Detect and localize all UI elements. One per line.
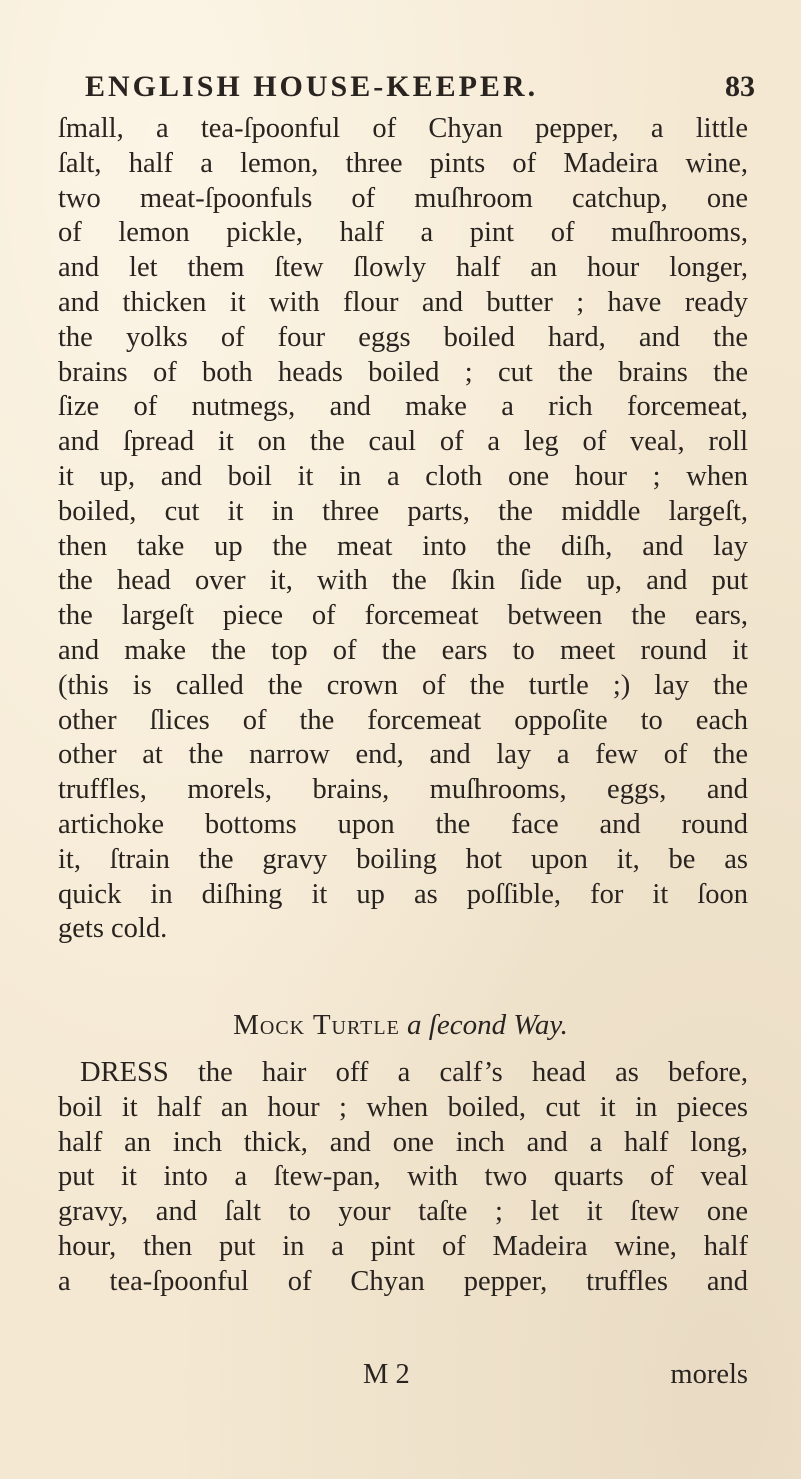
catchword: morels [670, 1359, 748, 1390]
running-title: ENGLISH HOUSE-KEEPER. [85, 70, 539, 103]
text-line: then take up the meat into the diſh, and lay [58, 530, 748, 562]
text-line: and let them ſtew ſlowly half an hour longer, [58, 252, 748, 284]
text-line: half an inch thick, and one inch and a half long, [58, 1126, 748, 1158]
section-subtitle: a ſecond Way. [407, 1009, 568, 1041]
running-head [75, 70, 755, 110]
text-line: truffles, morels, brains, muſhrooms, eggs, and [58, 774, 748, 806]
text-line: ſalt, half a lemon, three pints of Madeira wine, [58, 147, 748, 179]
text-line: the largeſt piece of forcemeat between the ears, [58, 600, 748, 632]
text-line: the yolks of four eggs boiled hard, and the [58, 321, 748, 353]
text-line: and ſpread it on the caul of a leg of veal, roll [58, 426, 748, 458]
signature-mark: M 2 [363, 1359, 410, 1390]
text-line: other at the narrow end, and lay a few of the [58, 739, 748, 771]
text-line-first: DRESS the hair off a calf’s head as before, [80, 1057, 748, 1088]
text-line: ſize of nutmegs, and make a rich forcemeat, [58, 391, 748, 423]
text-line: two meat-ſpoonfuls of muſhroom catchup, one [58, 182, 748, 214]
text-line: it up, and boil it in a cloth one hour ; when [58, 460, 748, 492]
section-title: Mock Turtle [233, 1009, 400, 1041]
text-line: it, ſtrain the gravy boiling hot upon it, be as [58, 843, 748, 875]
text-line: hour, then put in a pint of Madeira wine, half [58, 1230, 748, 1262]
text-line: the head over it, with the ſkin ſide up, and put [58, 565, 748, 597]
text-line: and make the top of the ears to meet round it [58, 634, 748, 666]
text-line: ſmall, a tea-ſpoonful of Chyan pepper, a little [58, 113, 748, 144]
text-line: a tea-ſpoonful of Chyan pepper, truffles and [58, 1265, 748, 1297]
text-line: artichoke bottoms upon the face and round [58, 808, 748, 840]
text-line: boil it half an hour ; when boiled, cut it in pieces [58, 1091, 748, 1123]
text-line: (this is called the crown of the turtle ;) lay the [58, 669, 748, 701]
text-line: brains of both heads boiled ; cut the brains the [58, 356, 748, 388]
recipe-text-mock-turtle [58, 1056, 748, 1300]
text-line: boiled, cut it in three parts, the middle largeſt, [58, 495, 748, 527]
page-footer [58, 1359, 748, 1394]
text-line: gravy, and ſalt to your taſte ; let it ſtew one [58, 1196, 748, 1228]
text-line: and thicken it with flour and butter ; have ready [58, 286, 748, 318]
recipe-text-continued [58, 112, 748, 947]
text-line: put it into a ſtew-pan, with two quarts of veal [58, 1161, 748, 1193]
section-heading [0, 1009, 801, 1042]
text-line-last: gets cold. [58, 913, 168, 945]
text-line: other ſlices of the forcemeat oppoſite to each [58, 704, 748, 736]
text-line: quick in diſhing it up as poſſible, for it ſoon [58, 878, 748, 910]
text-line: of lemon pickle, half a pint of muſhrooms, [58, 217, 748, 249]
page-number: 83 [725, 70, 755, 103]
